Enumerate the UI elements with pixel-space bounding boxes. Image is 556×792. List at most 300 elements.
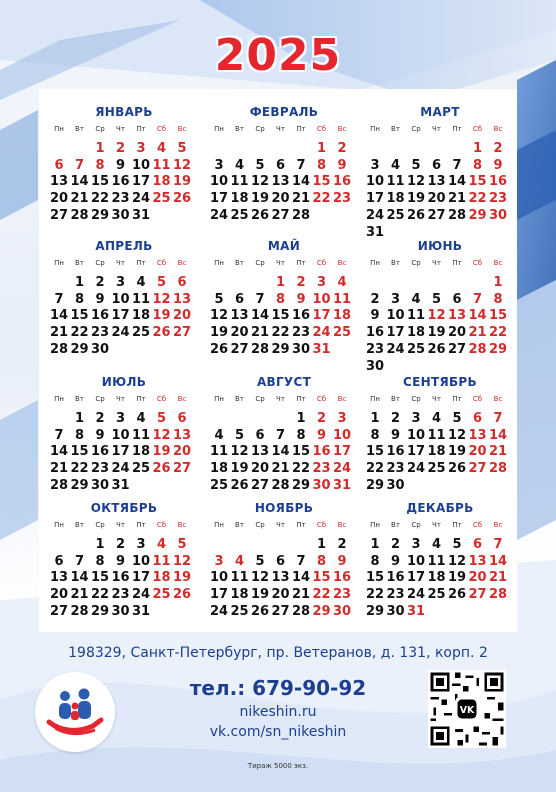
month-name: МАЙ xyxy=(267,239,301,253)
month-name: МАРТ xyxy=(420,105,460,119)
calendar-day: 5 xyxy=(156,411,167,426)
calendar-day: 26 xyxy=(406,207,426,223)
calendar-day: 5 xyxy=(234,427,245,443)
calendar-day: 11 xyxy=(152,553,171,569)
weekday-label: Вс xyxy=(493,259,503,267)
calendar-day: 19 xyxy=(209,325,229,341)
calendar-day: 6 xyxy=(275,553,286,569)
calendar-day: 27 xyxy=(271,207,290,223)
calendar-day: 1 xyxy=(95,537,105,552)
calendar-day: 22 xyxy=(312,587,331,603)
calendar-day: 25 xyxy=(131,325,151,341)
calendar-day: 8 xyxy=(370,553,380,569)
calendar-day: 30 xyxy=(90,477,110,493)
calendar-day: 29 xyxy=(70,341,89,357)
weekday-label: Сб xyxy=(472,259,483,267)
calendar-day: 2 xyxy=(115,537,126,552)
calendar-day: 22 xyxy=(291,461,311,477)
calendar-day: 1 xyxy=(316,537,327,552)
website-link[interactable]: nikeshin.ru xyxy=(239,704,317,720)
calendar-day: 15 xyxy=(365,570,385,586)
weekday-label: Сб xyxy=(156,395,167,403)
month-name: ФЕВРАЛЬ xyxy=(249,105,319,119)
calendar-day: 16 xyxy=(90,444,110,460)
calendar-day: 12 xyxy=(447,427,467,443)
calendar-day: 4 xyxy=(136,275,146,290)
calendar-day: 18 xyxy=(332,308,352,324)
calendar-day: 19 xyxy=(447,444,467,460)
calendar-day: 3 xyxy=(136,537,146,552)
weekday-label: Пн xyxy=(214,259,224,267)
calendar-day: 10 xyxy=(406,553,426,569)
calendar-day: 5 xyxy=(255,553,265,569)
calendar-day: 13 xyxy=(230,308,249,324)
calendar-day: 3 xyxy=(411,537,421,552)
calendar-day: 14 xyxy=(49,308,69,324)
calendar-day: 23 xyxy=(332,587,352,603)
calendar-day: 11 xyxy=(386,174,405,190)
calendar-day: 15 xyxy=(70,444,89,460)
calendar-day: 24 xyxy=(406,587,426,603)
calendar-day: 15 xyxy=(365,444,385,460)
calendar-day: 19 xyxy=(250,587,270,603)
calendar-day: 23 xyxy=(312,461,331,477)
calendar-day: 16 xyxy=(291,308,311,324)
calendar-day: 26 xyxy=(172,191,192,207)
weekday-label: Пт xyxy=(136,395,146,403)
calendar-day: 29 xyxy=(312,603,331,619)
calendar-day: 9 xyxy=(296,291,306,307)
month-name: НОЯБРЬ xyxy=(254,501,314,515)
calendar-day: 4 xyxy=(214,427,224,443)
calendar-day: 17 xyxy=(131,570,151,586)
weekday-label: Вт xyxy=(235,521,244,529)
month-block xyxy=(365,501,515,631)
calendar-day: 9 xyxy=(370,308,380,324)
calendar-day: 29 xyxy=(365,603,385,619)
calendar-day: 25 xyxy=(131,461,151,477)
weekday-label: Вс xyxy=(177,395,187,403)
weekday-label: Сб xyxy=(156,259,167,267)
calendar-day: 8 xyxy=(95,157,105,173)
calendar-day: 19 xyxy=(427,325,446,341)
calendar-day: 19 xyxy=(250,191,270,207)
calendar-day: 24 xyxy=(131,587,151,603)
calendar-day: 14 xyxy=(291,570,311,586)
calendar-day: 28 xyxy=(49,341,69,357)
calendar-day: 18 xyxy=(230,191,249,207)
calendar-day: 25 xyxy=(209,477,229,493)
weekday-label: Сб xyxy=(472,125,483,133)
calendar-day: 24 xyxy=(111,461,130,477)
weekday-label: Пн xyxy=(54,259,64,267)
calendar-day: 24 xyxy=(386,341,405,357)
calendar-day: 22 xyxy=(468,191,487,207)
weekday-label: Пт xyxy=(452,259,462,267)
weekday-label: Вс xyxy=(337,259,347,267)
calendar-day: 19 xyxy=(172,570,192,586)
calendar-day: 11 xyxy=(230,174,249,190)
calendar-day: 19 xyxy=(406,191,426,207)
calendar-day: 16 xyxy=(386,570,405,586)
calendar-day: 20 xyxy=(427,191,446,207)
calendar-day: 25 xyxy=(230,207,249,223)
calendar-day: 22 xyxy=(365,461,385,477)
calendar-day: 4 xyxy=(337,275,347,290)
calendar-day: 5 xyxy=(255,157,265,173)
calendar-day: 15 xyxy=(90,570,110,586)
calendar-day: 1 xyxy=(296,411,306,426)
calendar-day: 6 xyxy=(431,157,442,173)
calendar-day: 8 xyxy=(296,427,306,443)
calendar-day: 15 xyxy=(488,308,508,324)
calendar-day: 7 xyxy=(275,427,286,443)
calendar-day: 9 xyxy=(337,553,347,569)
calendar-day: 2 xyxy=(296,275,306,290)
calendar-day: 15 xyxy=(291,444,311,460)
calendar-day: 3 xyxy=(370,157,380,173)
calendar-day: 7 xyxy=(493,411,503,426)
calendar-day: 10 xyxy=(111,427,130,443)
weekday-label: Вт xyxy=(75,125,84,133)
calendar-day: 23 xyxy=(332,191,352,207)
month-block xyxy=(49,375,199,505)
calendar-day: 30 xyxy=(386,477,405,493)
calendar-day: 22 xyxy=(365,587,385,603)
calendar-day: 21 xyxy=(488,444,508,460)
calendar-day: 29 xyxy=(90,207,110,223)
calendar-day: 6 xyxy=(255,427,265,443)
calendar-day: 31 xyxy=(332,477,352,493)
weekday-label: Пт xyxy=(452,125,462,133)
month-block xyxy=(49,501,199,631)
calendar-grid xyxy=(39,89,517,632)
calendar-day: 2 xyxy=(95,411,105,426)
calendar-day: 23 xyxy=(386,461,405,477)
address: 198329, Санкт-Петербург, пр. Ветеранов, д. 131, корп. 2 xyxy=(68,645,488,661)
calendar-day: 16 xyxy=(386,444,405,460)
calendar-day: 12 xyxy=(152,291,171,307)
calendar-day: 13 xyxy=(250,444,270,460)
calendar-day: 2 xyxy=(316,411,327,426)
weekday-label: Вт xyxy=(75,521,84,529)
weekday-label: Ср xyxy=(255,395,265,403)
calendar-day: 3 xyxy=(115,275,126,290)
calendar-day: 6 xyxy=(54,157,64,173)
calendar-day: 16 xyxy=(312,444,331,460)
weekday-label: Сб xyxy=(156,521,167,529)
calendar-day: 6 xyxy=(472,537,483,552)
calendar-day: 9 xyxy=(316,427,327,443)
weekday-label: Ср xyxy=(411,521,421,529)
calendar-day: 10 xyxy=(386,308,405,324)
calendar-day: 22 xyxy=(312,191,331,207)
calendar-day: 7 xyxy=(472,291,483,307)
calendar-day: 10 xyxy=(131,553,151,569)
calendar-day: 25 xyxy=(427,461,446,477)
vk-link[interactable]: vk.com/sn_nikeshin xyxy=(209,724,347,740)
weekday-label: Ср xyxy=(255,521,265,529)
calendar-day: 16 xyxy=(111,174,130,190)
print-run: Тираж 5000 экз. xyxy=(247,762,309,770)
calendar-day: 10 xyxy=(365,174,385,190)
calendar-day: 26 xyxy=(209,341,229,357)
calendar-day: 9 xyxy=(95,427,105,443)
calendar-day: 29 xyxy=(90,603,110,619)
calendar-day: 20 xyxy=(468,570,487,586)
weekday-label: Пн xyxy=(214,125,224,133)
calendar-day: 24 xyxy=(209,207,229,223)
weekday-label: Чт xyxy=(432,259,441,267)
calendar-day: 1 xyxy=(370,411,380,426)
calendar-day: 12 xyxy=(230,444,249,460)
weekday-label: Вс xyxy=(177,521,187,529)
calendar-day: 1 xyxy=(493,275,503,290)
calendar-day: 28 xyxy=(70,207,89,223)
calendar-day: 14 xyxy=(488,553,508,569)
calendar-day: 7 xyxy=(493,537,503,552)
calendar-day: 28 xyxy=(291,603,311,619)
calendar-day: 17 xyxy=(209,191,229,207)
calendar-day: 27 xyxy=(427,207,446,223)
month-block xyxy=(365,239,515,374)
calendar-day: 17 xyxy=(111,308,130,324)
calendar-day: 22 xyxy=(70,325,89,341)
calendar-day: 6 xyxy=(472,411,483,426)
calendar-day: 14 xyxy=(250,308,270,324)
calendar-day: 22 xyxy=(271,325,290,341)
weekday-label: Пт xyxy=(452,395,462,403)
weekday-label: Вт xyxy=(391,259,400,267)
calendar-day: 25 xyxy=(152,587,171,603)
weekday-label: Вс xyxy=(177,259,187,267)
calendar-day: 24 xyxy=(312,325,331,341)
calendar-day: 7 xyxy=(54,291,64,307)
calendar-day: 4 xyxy=(156,537,167,552)
calendar-day: 13 xyxy=(49,570,69,586)
calendar-day: 26 xyxy=(447,587,467,603)
weekday-label: Вт xyxy=(391,125,400,133)
calendar-day: 2 xyxy=(115,141,126,156)
weekday-label: Пт xyxy=(136,259,146,267)
calendar-day: 14 xyxy=(70,570,89,586)
calendar-day: 22 xyxy=(90,587,110,603)
calendar-day: 25 xyxy=(427,587,446,603)
calendar-day: 28 xyxy=(447,207,467,223)
calendar-day: 26 xyxy=(172,587,192,603)
calendar-day: 29 xyxy=(70,477,89,493)
calendar-day: 18 xyxy=(427,444,446,460)
calendar-day: 21 xyxy=(70,587,89,603)
calendar-day: 4 xyxy=(411,291,421,307)
calendar-day: 20 xyxy=(230,325,249,341)
weekday-label: Вс xyxy=(337,125,347,133)
calendar-day: 3 xyxy=(337,411,347,426)
weekday-label: Пт xyxy=(296,125,306,133)
calendar-day: 16 xyxy=(488,174,508,190)
weekday-label: Пт xyxy=(296,395,306,403)
calendar-day: 29 xyxy=(468,207,487,223)
calendar-day: 17 xyxy=(386,325,405,341)
month-block xyxy=(209,501,359,631)
calendar-day: 5 xyxy=(177,537,187,552)
weekday-label: Пн xyxy=(214,521,224,529)
calendar-day: 23 xyxy=(291,325,311,341)
calendar-day: 31 xyxy=(131,207,151,223)
month-name: АВГУСТ xyxy=(256,375,312,389)
calendar-day: 24 xyxy=(131,191,151,207)
calendar-day: 11 xyxy=(427,427,446,443)
calendar-day: 21 xyxy=(447,191,467,207)
calendar-day: 20 xyxy=(49,191,69,207)
calendar-day: 27 xyxy=(49,603,69,619)
calendar-day: 3 xyxy=(115,411,126,426)
calendar-day: 28 xyxy=(250,341,270,357)
month-block xyxy=(49,105,199,235)
calendar-day: 24 xyxy=(111,325,130,341)
calendar-day: 31 xyxy=(131,603,151,619)
calendar-day: 21 xyxy=(291,191,311,207)
calendar-day: 20 xyxy=(468,444,487,460)
weekday-label: Вс xyxy=(337,395,347,403)
calendar-day: 31 xyxy=(312,341,331,357)
calendar-day: 30 xyxy=(90,341,110,357)
weekday-label: Пн xyxy=(370,395,380,403)
calendar-day: 8 xyxy=(316,157,327,173)
weekday-label: Чт xyxy=(116,125,125,133)
calendar-day: 8 xyxy=(316,553,327,569)
calendar-day: 24 xyxy=(406,461,426,477)
calendar-day: 3 xyxy=(136,141,146,156)
calendar-day: 11 xyxy=(230,570,249,586)
weekday-label: Пт xyxy=(136,125,146,133)
calendar-day: 18 xyxy=(131,308,151,324)
weekday-label: Сб xyxy=(316,125,327,133)
calendar-day: 2 xyxy=(95,275,105,290)
calendar-day: 3 xyxy=(214,553,224,569)
calendar-day: 1 xyxy=(275,275,286,290)
calendar-day: 18 xyxy=(406,325,426,341)
calendar-day: 29 xyxy=(365,477,385,493)
weekday-label: Вт xyxy=(235,125,244,133)
calendar-day: 2 xyxy=(390,537,401,552)
calendar-day: 23 xyxy=(90,325,110,341)
calendar-day: 29 xyxy=(488,341,508,357)
calendar-day: 13 xyxy=(49,174,69,190)
calendar-day: 23 xyxy=(111,191,130,207)
calendar-day: 2 xyxy=(493,141,503,156)
weekday-label: Сб xyxy=(472,395,483,403)
calendar-day: 28 xyxy=(70,603,89,619)
calendar-day: 6 xyxy=(177,275,187,290)
weekday-label: Ср xyxy=(95,259,105,267)
calendar-day: 9 xyxy=(337,157,347,173)
calendar-day: 4 xyxy=(390,157,401,173)
calendar-day: 6 xyxy=(234,291,245,307)
calendar-day: 25 xyxy=(406,341,426,357)
calendar-day: 20 xyxy=(447,325,467,341)
calendar-day: 12 xyxy=(447,553,467,569)
weekday-label: Ср xyxy=(411,259,421,267)
calendar-day: 1 xyxy=(370,537,380,552)
calendar-day: 7 xyxy=(452,157,462,173)
phone-number: тел.: 679-90-92 xyxy=(189,676,367,700)
calendar-day: 10 xyxy=(131,157,151,173)
calendar-day: 19 xyxy=(152,444,171,460)
calendar-day: 18 xyxy=(209,461,229,477)
calendar-day: 2 xyxy=(370,291,380,307)
calendar-day: 10 xyxy=(111,291,130,307)
calendar-day: 27 xyxy=(230,341,249,357)
calendar-day: 13 xyxy=(427,174,446,190)
month-name: ОКТЯБРЬ xyxy=(90,501,158,515)
calendar-day: 11 xyxy=(131,291,151,307)
weekday-label: Сб xyxy=(156,125,167,133)
calendar-day: 25 xyxy=(230,603,249,619)
calendar-day: 15 xyxy=(271,308,290,324)
weekday-label: Чт xyxy=(116,395,125,403)
calendar-day: 20 xyxy=(172,308,192,324)
calendar-day: 12 xyxy=(152,427,171,443)
calendar-day: 19 xyxy=(172,174,192,190)
calendar-day: 27 xyxy=(468,461,487,477)
weekday-label: Ср xyxy=(255,259,265,267)
month-name: ЯНВАРЬ xyxy=(95,105,153,119)
calendar-day: 30 xyxy=(332,603,352,619)
calendar-day: 25 xyxy=(332,325,352,341)
weekday-label: Чт xyxy=(432,521,441,529)
calendar-day: 4 xyxy=(156,141,167,156)
calendar-day: 7 xyxy=(296,157,306,173)
calendar-day: 6 xyxy=(177,411,187,426)
weekday-label: Вт xyxy=(75,395,84,403)
calendar-day: 19 xyxy=(230,461,249,477)
calendar-day: 12 xyxy=(250,174,270,190)
calendar-day: 4 xyxy=(431,411,442,426)
calendar-day: 17 xyxy=(406,444,426,460)
calendar-day: 26 xyxy=(447,461,467,477)
calendar-day: 5 xyxy=(452,411,462,426)
month-block xyxy=(365,375,515,505)
calendar-day: 23 xyxy=(488,191,508,207)
month-name: СЕНТЯБРЬ xyxy=(403,375,477,389)
calendar-day: 6 xyxy=(275,157,286,173)
calendar-day: 31 xyxy=(406,603,426,619)
calendar-day: 18 xyxy=(152,174,171,190)
calendar-day: 8 xyxy=(74,291,85,307)
weekday-label: Ср xyxy=(255,125,265,133)
calendar-day: 10 xyxy=(209,570,229,586)
calendar-day: 8 xyxy=(472,157,483,173)
calendar-day: 31 xyxy=(111,477,130,493)
month-block xyxy=(365,105,515,240)
calendar-day: 12 xyxy=(172,553,192,569)
calendar-day: 18 xyxy=(131,444,151,460)
calendar-day: 28 xyxy=(271,477,290,493)
calendar-day: 19 xyxy=(447,570,467,586)
calendar-day: 12 xyxy=(250,570,270,586)
month-name: ИЮНЬ xyxy=(417,239,463,253)
calendar-day: 15 xyxy=(70,308,89,324)
weekday-label: Пн xyxy=(370,259,380,267)
calendar-day: 21 xyxy=(250,325,270,341)
calendar-day: 30 xyxy=(111,603,130,619)
calendar-day: 18 xyxy=(386,191,405,207)
calendar-day: 5 xyxy=(411,157,421,173)
weekday-label: Пт xyxy=(136,521,146,529)
calendar-day: 7 xyxy=(74,553,85,569)
calendar-day: 24 xyxy=(209,603,229,619)
